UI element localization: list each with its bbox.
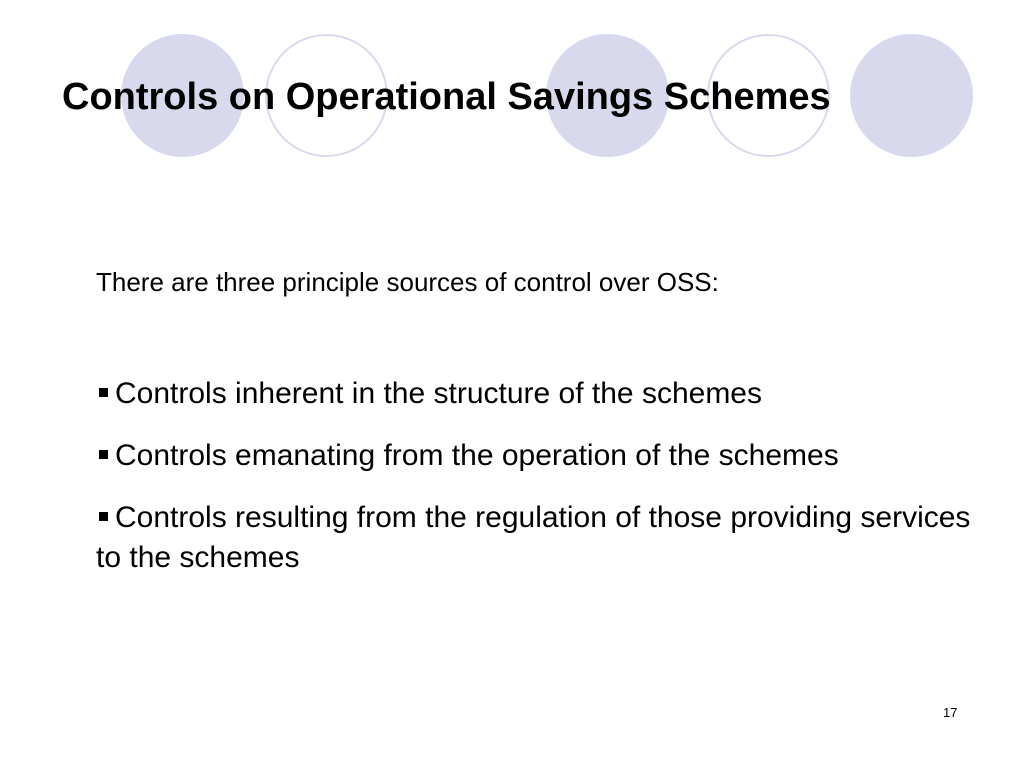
square-bullet-icon: [99, 388, 108, 397]
decorative-circle-filled-3: [850, 34, 973, 157]
square-bullet-icon: [99, 512, 108, 521]
bullet-text: Controls inherent in the structure of the schemes: [115, 377, 762, 410]
square-bullet-icon: [99, 450, 108, 459]
bullet-item: [96, 374, 976, 414]
bullet-text: Controls emanating from the operation of the schemes: [115, 439, 839, 472]
bullet-item: [96, 436, 976, 476]
slide-title: Controls on Operational Savings Schemes: [62, 76, 831, 118]
bullet-item: [96, 498, 976, 578]
bullet-text: Controls resulting from the regulation of those providing services to the schemes: [96, 501, 971, 574]
intro-text: There are three principle sources of control over OSS:: [96, 267, 719, 297]
page-number: 17: [943, 705, 958, 720]
bullet-list: [96, 374, 976, 600]
